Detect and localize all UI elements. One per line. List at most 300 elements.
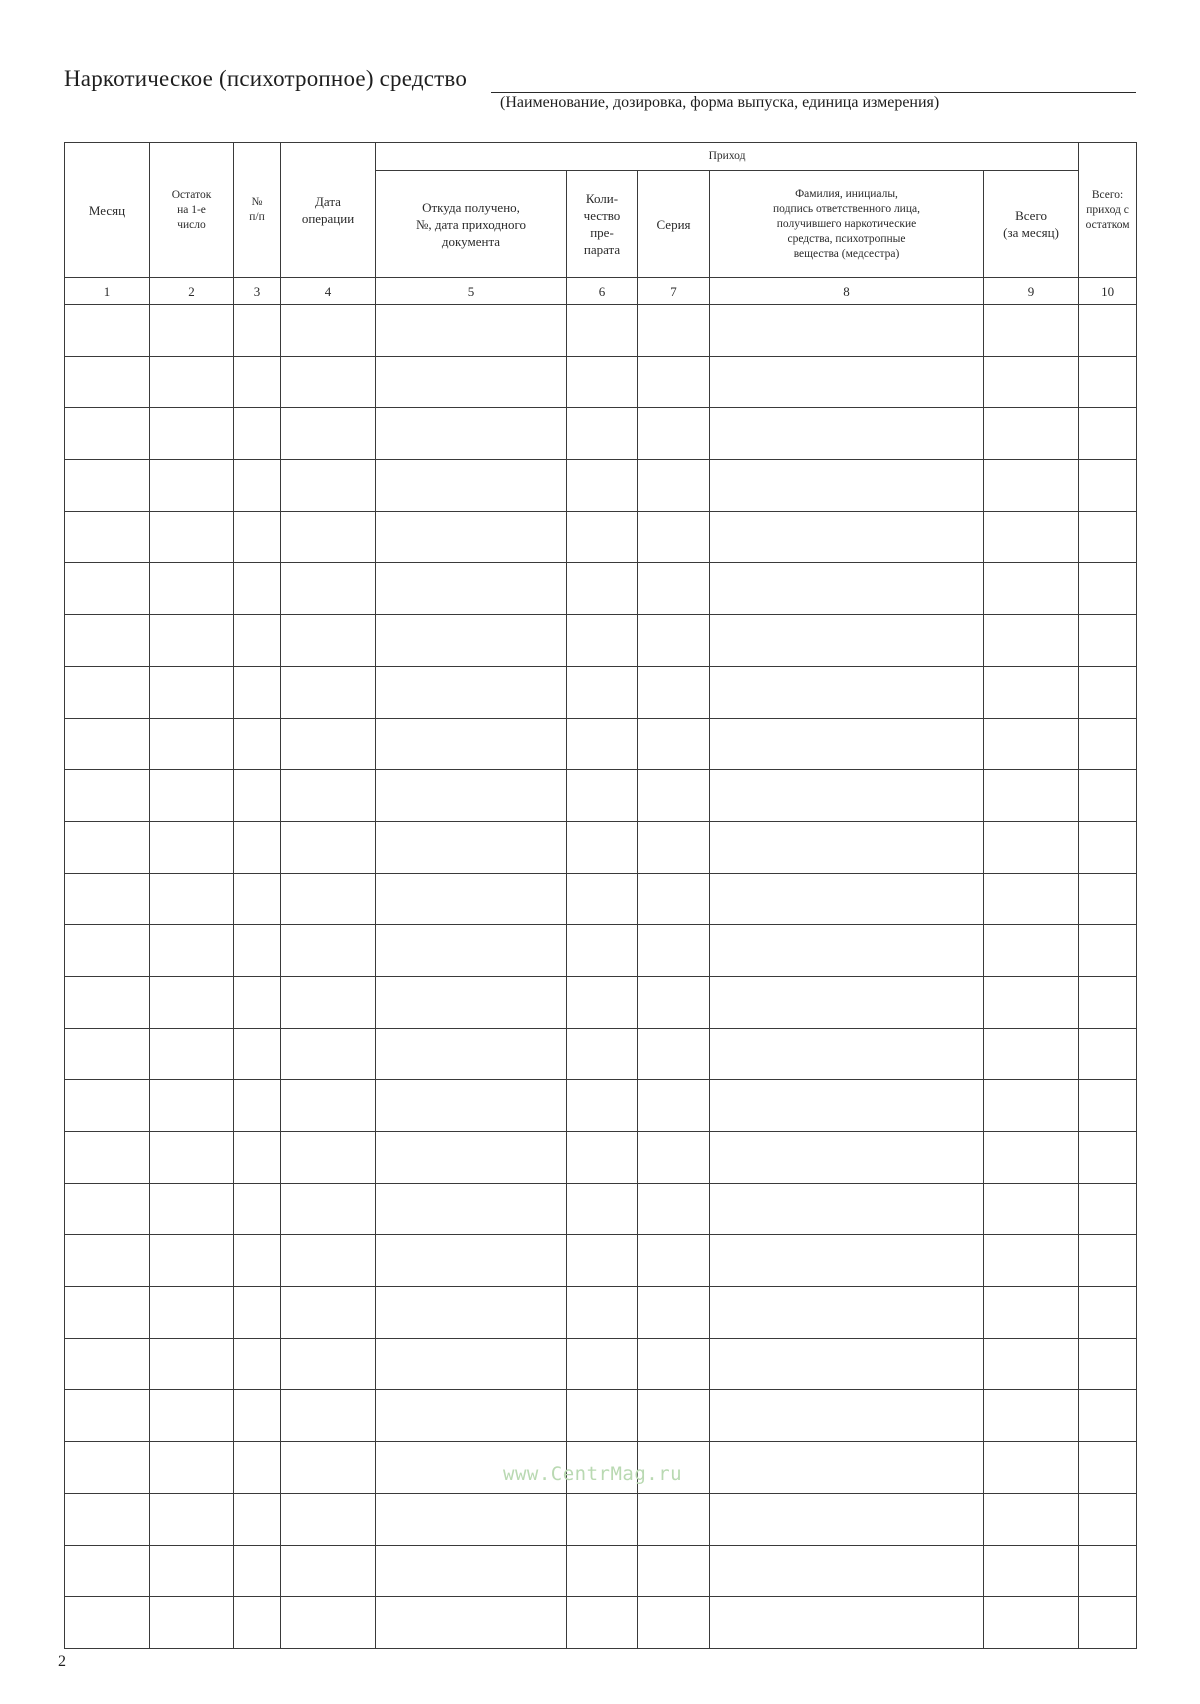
table-cell[interactable] bbox=[567, 873, 638, 925]
table-cell[interactable] bbox=[65, 305, 150, 357]
table-cell[interactable] bbox=[567, 1235, 638, 1287]
table-cell[interactable] bbox=[638, 511, 710, 563]
table-cell[interactable] bbox=[984, 1080, 1079, 1132]
table-cell[interactable] bbox=[234, 615, 281, 667]
table-cell[interactable] bbox=[567, 821, 638, 873]
table-cell[interactable] bbox=[234, 1235, 281, 1287]
table-cell[interactable] bbox=[234, 356, 281, 408]
table-cell[interactable] bbox=[1079, 408, 1137, 460]
table-cell[interactable] bbox=[65, 976, 150, 1028]
table-row bbox=[65, 1493, 1137, 1545]
table-cell[interactable] bbox=[710, 460, 984, 512]
table-cell[interactable] bbox=[150, 1132, 234, 1184]
table-cell[interactable] bbox=[567, 563, 638, 615]
table-row bbox=[65, 1080, 1137, 1132]
table-cell[interactable] bbox=[1079, 460, 1137, 512]
table-cell[interactable] bbox=[567, 925, 638, 977]
table-cell[interactable] bbox=[281, 1390, 376, 1442]
table-cell[interactable] bbox=[234, 821, 281, 873]
table-cell[interactable] bbox=[150, 1493, 234, 1545]
table-cell[interactable] bbox=[638, 821, 710, 873]
table-cell[interactable] bbox=[567, 1028, 638, 1080]
table-cell[interactable] bbox=[567, 356, 638, 408]
table-cell[interactable] bbox=[710, 1493, 984, 1545]
table-cell[interactable] bbox=[150, 925, 234, 977]
column-number: 3 bbox=[234, 278, 281, 305]
table-cell[interactable] bbox=[150, 976, 234, 1028]
table-cell[interactable] bbox=[376, 563, 567, 615]
table-cell[interactable] bbox=[376, 305, 567, 357]
column-number: 4 bbox=[281, 278, 376, 305]
table-cell[interactable] bbox=[638, 563, 710, 615]
watermark: www.CentrMag.ru bbox=[503, 1463, 683, 1485]
table-cell[interactable] bbox=[710, 821, 984, 873]
table-cell[interactable] bbox=[376, 925, 567, 977]
table-cell[interactable] bbox=[376, 821, 567, 873]
table-cell[interactable] bbox=[150, 408, 234, 460]
table-cell[interactable] bbox=[150, 770, 234, 822]
table-cell[interactable] bbox=[281, 1442, 376, 1494]
table-cell[interactable] bbox=[376, 976, 567, 1028]
table-cell[interactable] bbox=[281, 873, 376, 925]
table-cell[interactable] bbox=[65, 460, 150, 512]
column-number: 1 bbox=[65, 278, 150, 305]
table-cell[interactable] bbox=[710, 1338, 984, 1390]
table-cell[interactable] bbox=[281, 511, 376, 563]
table-cell[interactable] bbox=[150, 1183, 234, 1235]
table-cell[interactable] bbox=[710, 718, 984, 770]
table-cell[interactable] bbox=[1079, 1545, 1137, 1597]
table-cell[interactable] bbox=[65, 718, 150, 770]
table-cell[interactable] bbox=[984, 511, 1079, 563]
table-cell[interactable] bbox=[567, 305, 638, 357]
table-cell[interactable] bbox=[234, 666, 281, 718]
table-cell[interactable] bbox=[234, 1183, 281, 1235]
table-row bbox=[65, 925, 1137, 977]
title-fill-line[interactable] bbox=[491, 92, 1136, 93]
table-row bbox=[65, 1183, 1137, 1235]
table-cell[interactable] bbox=[376, 873, 567, 925]
table-cell[interactable] bbox=[376, 666, 567, 718]
table-cell[interactable] bbox=[567, 1132, 638, 1184]
table-cell[interactable] bbox=[1079, 563, 1137, 615]
table-row bbox=[65, 821, 1137, 873]
table-cell[interactable] bbox=[281, 305, 376, 357]
document-title: Наркотическое (психотропное) средство bbox=[64, 66, 468, 91]
table-cell[interactable] bbox=[710, 1183, 984, 1235]
table-row bbox=[65, 615, 1137, 667]
table-cell[interactable] bbox=[567, 1183, 638, 1235]
table-cell[interactable] bbox=[710, 1287, 984, 1339]
table-cell[interactable] bbox=[234, 1338, 281, 1390]
table-cell[interactable] bbox=[984, 1493, 1079, 1545]
table-cell[interactable] bbox=[638, 1338, 710, 1390]
group-header-income: Приход bbox=[376, 143, 1079, 171]
table-cell[interactable] bbox=[234, 1442, 281, 1494]
table-cell[interactable] bbox=[234, 1287, 281, 1339]
table-cell[interactable] bbox=[281, 770, 376, 822]
table-cell[interactable] bbox=[234, 511, 281, 563]
table-cell[interactable] bbox=[1079, 1493, 1137, 1545]
table-cell[interactable] bbox=[281, 1545, 376, 1597]
table-cell[interactable] bbox=[1079, 356, 1137, 408]
table-cell[interactable] bbox=[234, 1390, 281, 1442]
table-cell[interactable] bbox=[65, 1545, 150, 1597]
table-cell[interactable] bbox=[65, 873, 150, 925]
table-cell[interactable] bbox=[567, 976, 638, 1028]
table-cell[interactable] bbox=[281, 821, 376, 873]
column-number: 5 bbox=[376, 278, 567, 305]
table-cell[interactable] bbox=[710, 408, 984, 460]
table-cell[interactable] bbox=[376, 1235, 567, 1287]
table-cell[interactable] bbox=[65, 821, 150, 873]
table-cell[interactable] bbox=[150, 1545, 234, 1597]
table-cell[interactable] bbox=[567, 1597, 638, 1649]
table-cell[interactable] bbox=[150, 1390, 234, 1442]
table-cell[interactable] bbox=[984, 1390, 1079, 1442]
table-cell[interactable] bbox=[281, 1597, 376, 1649]
table-row bbox=[65, 1028, 1137, 1080]
table-cell[interactable] bbox=[1079, 770, 1137, 822]
table-cell[interactable] bbox=[1079, 666, 1137, 718]
table-cell[interactable] bbox=[710, 1235, 984, 1287]
column-header-operation-date: Дата операции bbox=[281, 143, 376, 278]
table-cell[interactable] bbox=[567, 615, 638, 667]
table-cell[interactable] bbox=[65, 1338, 150, 1390]
table-cell[interactable] bbox=[150, 305, 234, 357]
table-cell[interactable] bbox=[638, 460, 710, 512]
table-cell[interactable] bbox=[638, 1545, 710, 1597]
table-cell[interactable] bbox=[281, 925, 376, 977]
table-row bbox=[65, 563, 1137, 615]
table-cell[interactable] bbox=[376, 356, 567, 408]
table-cell[interactable] bbox=[150, 718, 234, 770]
table-cell[interactable] bbox=[65, 1493, 150, 1545]
table-cell[interactable] bbox=[376, 615, 567, 667]
table-cell[interactable] bbox=[150, 615, 234, 667]
table-cell[interactable] bbox=[376, 1080, 567, 1132]
table-cell[interactable] bbox=[65, 1442, 150, 1494]
table-cell[interactable] bbox=[567, 1493, 638, 1545]
table-cell[interactable] bbox=[710, 1545, 984, 1597]
table-cell[interactable] bbox=[376, 1183, 567, 1235]
table-cell[interactable] bbox=[65, 1132, 150, 1184]
table-cell[interactable] bbox=[984, 976, 1079, 1028]
table-cell[interactable] bbox=[281, 1338, 376, 1390]
table-cell[interactable] bbox=[984, 1287, 1079, 1339]
page-number: 2 bbox=[58, 1653, 66, 1670]
table-cell[interactable] bbox=[150, 1080, 234, 1132]
table-row bbox=[65, 770, 1137, 822]
table-cell[interactable] bbox=[234, 873, 281, 925]
table-cell[interactable] bbox=[281, 563, 376, 615]
table-cell[interactable] bbox=[638, 1493, 710, 1545]
table-cell[interactable] bbox=[150, 1597, 234, 1649]
table-row bbox=[65, 666, 1137, 718]
table-cell[interactable] bbox=[1079, 1235, 1137, 1287]
table-cell[interactable] bbox=[150, 563, 234, 615]
table-cell[interactable] bbox=[984, 666, 1079, 718]
table-cell[interactable] bbox=[150, 666, 234, 718]
table-cell[interactable] bbox=[638, 305, 710, 357]
table-cell[interactable] bbox=[150, 1235, 234, 1287]
table-cell[interactable] bbox=[638, 1028, 710, 1080]
table-cell[interactable] bbox=[984, 1545, 1079, 1597]
table-cell[interactable] bbox=[710, 1390, 984, 1442]
table-cell[interactable] bbox=[1079, 1287, 1137, 1339]
column-number: 8 bbox=[710, 278, 984, 305]
table-cell[interactable] bbox=[1079, 873, 1137, 925]
table-cell[interactable] bbox=[710, 873, 984, 925]
table-cell[interactable] bbox=[710, 563, 984, 615]
table-cell[interactable] bbox=[567, 718, 638, 770]
table-cell[interactable] bbox=[567, 1287, 638, 1339]
table-cell[interactable] bbox=[1079, 1597, 1137, 1649]
column-header-responsible: Фамилия, инициалы, подпись ответственного лица, получившего наркотические средства, психотропные вещества (медсестра) bbox=[710, 171, 984, 278]
table-cell[interactable] bbox=[281, 1028, 376, 1080]
column-number: 9 bbox=[984, 278, 1079, 305]
table-cell[interactable] bbox=[150, 356, 234, 408]
table-cell[interactable] bbox=[376, 1597, 567, 1649]
table-cell[interactable] bbox=[710, 1028, 984, 1080]
table-cell[interactable] bbox=[984, 460, 1079, 512]
table-cell[interactable] bbox=[65, 615, 150, 667]
table-cell[interactable] bbox=[1079, 821, 1137, 873]
table-cell[interactable] bbox=[984, 305, 1079, 357]
table-row bbox=[65, 1390, 1137, 1442]
table-cell[interactable] bbox=[638, 1080, 710, 1132]
table-cell[interactable] bbox=[638, 1132, 710, 1184]
table-cell[interactable] bbox=[638, 408, 710, 460]
table-cell[interactable] bbox=[150, 460, 234, 512]
table-cell[interactable] bbox=[281, 976, 376, 1028]
table-cell[interactable] bbox=[234, 770, 281, 822]
column-header-source: Откуда получено, №, дата приходного документа bbox=[376, 171, 567, 278]
table-cell[interactable] bbox=[376, 511, 567, 563]
table-cell[interactable] bbox=[150, 821, 234, 873]
table-cell[interactable] bbox=[234, 976, 281, 1028]
table-cell[interactable] bbox=[710, 1080, 984, 1132]
table-cell[interactable] bbox=[234, 408, 281, 460]
register-body bbox=[65, 305, 1137, 1649]
table-cell[interactable] bbox=[984, 1597, 1079, 1649]
table-cell[interactable] bbox=[710, 925, 984, 977]
column-number: 2 bbox=[150, 278, 234, 305]
table-cell[interactable] bbox=[281, 408, 376, 460]
table-cell[interactable] bbox=[984, 615, 1079, 667]
table-cell[interactable] bbox=[638, 1235, 710, 1287]
table-cell[interactable] bbox=[376, 1493, 567, 1545]
table-cell[interactable] bbox=[567, 1338, 638, 1390]
table-cell[interactable] bbox=[281, 1132, 376, 1184]
table-cell[interactable] bbox=[638, 356, 710, 408]
table-cell[interactable] bbox=[567, 770, 638, 822]
table-cell[interactable] bbox=[984, 1132, 1079, 1184]
table-cell[interactable] bbox=[1079, 1442, 1137, 1494]
table-cell[interactable] bbox=[376, 460, 567, 512]
table-cell[interactable] bbox=[150, 1028, 234, 1080]
table-cell[interactable] bbox=[638, 615, 710, 667]
table-cell[interactable] bbox=[65, 666, 150, 718]
table-cell[interactable] bbox=[65, 563, 150, 615]
table-cell[interactable] bbox=[65, 1287, 150, 1339]
table-cell[interactable] bbox=[234, 718, 281, 770]
table-cell[interactable] bbox=[234, 305, 281, 357]
table-row bbox=[65, 1338, 1137, 1390]
table-cell[interactable] bbox=[376, 408, 567, 460]
table-cell[interactable] bbox=[984, 1338, 1079, 1390]
table-cell[interactable] bbox=[1079, 305, 1137, 357]
table-cell[interactable] bbox=[65, 1235, 150, 1287]
table-row bbox=[65, 511, 1137, 563]
table-cell[interactable] bbox=[1079, 1390, 1137, 1442]
table-cell[interactable] bbox=[65, 770, 150, 822]
table-cell[interactable] bbox=[984, 1028, 1079, 1080]
table-cell[interactable] bbox=[376, 1390, 567, 1442]
table-cell[interactable] bbox=[1079, 1132, 1137, 1184]
table-cell[interactable] bbox=[1079, 925, 1137, 977]
table-row bbox=[65, 356, 1137, 408]
table-cell[interactable] bbox=[638, 976, 710, 1028]
table-cell[interactable] bbox=[1079, 976, 1137, 1028]
table-cell[interactable] bbox=[638, 1287, 710, 1339]
table-cell[interactable] bbox=[281, 1493, 376, 1545]
table-cell[interactable] bbox=[710, 615, 984, 667]
table-cell[interactable] bbox=[638, 1183, 710, 1235]
table-cell[interactable] bbox=[281, 1183, 376, 1235]
table-cell[interactable] bbox=[234, 1132, 281, 1184]
table-cell[interactable] bbox=[1079, 615, 1137, 667]
table-cell[interactable] bbox=[234, 925, 281, 977]
table-row bbox=[65, 718, 1137, 770]
table-cell[interactable] bbox=[150, 1442, 234, 1494]
table-cell[interactable] bbox=[984, 1442, 1079, 1494]
column-header-series: Серия bbox=[638, 171, 710, 278]
column-header-total-with-balance: Всего: приход с остатком bbox=[1079, 143, 1137, 278]
table-cell[interactable] bbox=[567, 1545, 638, 1597]
table-cell[interactable] bbox=[281, 666, 376, 718]
table-cell[interactable] bbox=[710, 305, 984, 357]
table-cell[interactable] bbox=[234, 1080, 281, 1132]
table-cell[interactable] bbox=[234, 460, 281, 512]
table-cell[interactable] bbox=[984, 821, 1079, 873]
column-header-total-month: Всего (за месяц) bbox=[984, 171, 1079, 278]
table-cell[interactable] bbox=[1079, 1028, 1137, 1080]
table-cell[interactable] bbox=[567, 511, 638, 563]
table-cell[interactable] bbox=[281, 1235, 376, 1287]
table-cell[interactable] bbox=[65, 1028, 150, 1080]
table-cell[interactable] bbox=[1079, 1183, 1137, 1235]
table-cell[interactable] bbox=[150, 873, 234, 925]
table-cell[interactable] bbox=[710, 511, 984, 563]
table-cell[interactable] bbox=[281, 1287, 376, 1339]
table-cell[interactable] bbox=[281, 460, 376, 512]
table-cell[interactable] bbox=[65, 1080, 150, 1132]
table-cell[interactable] bbox=[65, 1390, 150, 1442]
table-cell[interactable] bbox=[984, 770, 1079, 822]
table-cell[interactable] bbox=[65, 925, 150, 977]
table-cell[interactable] bbox=[376, 1545, 567, 1597]
table-cell[interactable] bbox=[1079, 511, 1137, 563]
table-cell[interactable] bbox=[65, 408, 150, 460]
table-cell[interactable] bbox=[567, 460, 638, 512]
table-cell[interactable] bbox=[638, 770, 710, 822]
table-cell[interactable] bbox=[638, 1597, 710, 1649]
table-cell[interactable] bbox=[376, 1132, 567, 1184]
table-cell[interactable] bbox=[638, 925, 710, 977]
table-cell[interactable] bbox=[638, 873, 710, 925]
column-number: 7 bbox=[638, 278, 710, 305]
table-cell[interactable] bbox=[234, 563, 281, 615]
table-cell[interactable] bbox=[150, 511, 234, 563]
table-cell[interactable] bbox=[281, 1080, 376, 1132]
column-number-row bbox=[65, 278, 1137, 305]
table-cell[interactable] bbox=[1079, 1080, 1137, 1132]
table-cell[interactable] bbox=[638, 666, 710, 718]
table-cell[interactable] bbox=[710, 1597, 984, 1649]
table-cell[interactable] bbox=[376, 718, 567, 770]
table-cell[interactable] bbox=[234, 1028, 281, 1080]
table-cell[interactable] bbox=[376, 770, 567, 822]
table-cell[interactable] bbox=[234, 1597, 281, 1649]
table-cell[interactable] bbox=[1079, 718, 1137, 770]
table-cell[interactable] bbox=[65, 1597, 150, 1649]
table-cell[interactable] bbox=[150, 1287, 234, 1339]
table-cell[interactable] bbox=[710, 666, 984, 718]
table-cell[interactable] bbox=[984, 1235, 1079, 1287]
table-cell[interactable] bbox=[984, 1183, 1079, 1235]
table-cell[interactable] bbox=[281, 718, 376, 770]
column-number: 6 bbox=[567, 278, 638, 305]
table-cell[interactable] bbox=[281, 615, 376, 667]
column-header-balance: Остаток на 1-е число bbox=[150, 143, 234, 278]
table-cell[interactable] bbox=[638, 718, 710, 770]
table-cell[interactable] bbox=[710, 1132, 984, 1184]
table-cell[interactable] bbox=[984, 873, 1079, 925]
table-row bbox=[65, 305, 1137, 357]
table-cell[interactable] bbox=[984, 718, 1079, 770]
table-cell[interactable] bbox=[567, 1390, 638, 1442]
table-cell[interactable] bbox=[150, 1338, 234, 1390]
table-cell[interactable] bbox=[710, 976, 984, 1028]
column-number: 10 bbox=[1079, 278, 1137, 305]
table-cell[interactable] bbox=[984, 563, 1079, 615]
table-cell[interactable] bbox=[65, 1183, 150, 1235]
table-cell[interactable] bbox=[710, 770, 984, 822]
table-cell[interactable] bbox=[567, 408, 638, 460]
table-cell[interactable] bbox=[281, 356, 376, 408]
table-cell[interactable] bbox=[234, 1493, 281, 1545]
table-cell[interactable] bbox=[984, 408, 1079, 460]
table-cell[interactable] bbox=[984, 356, 1079, 408]
table-cell[interactable] bbox=[710, 356, 984, 408]
table-row bbox=[65, 408, 1137, 460]
table-cell[interactable] bbox=[234, 1545, 281, 1597]
table-cell[interactable] bbox=[638, 1390, 710, 1442]
table-cell[interactable] bbox=[984, 925, 1079, 977]
document-subtitle: (Наименование, дозировка, форма выпуска, единица измерения) bbox=[500, 94, 940, 111]
table-cell[interactable] bbox=[376, 1287, 567, 1339]
table-cell[interactable] bbox=[376, 1338, 567, 1390]
table-cell[interactable] bbox=[1079, 1338, 1137, 1390]
table-cell[interactable] bbox=[567, 1080, 638, 1132]
table-cell[interactable] bbox=[376, 1028, 567, 1080]
table-cell[interactable] bbox=[65, 511, 150, 563]
table-cell[interactable] bbox=[65, 356, 150, 408]
register-table bbox=[64, 142, 1137, 1649]
table-cell[interactable] bbox=[567, 666, 638, 718]
table-cell[interactable] bbox=[710, 1442, 984, 1494]
